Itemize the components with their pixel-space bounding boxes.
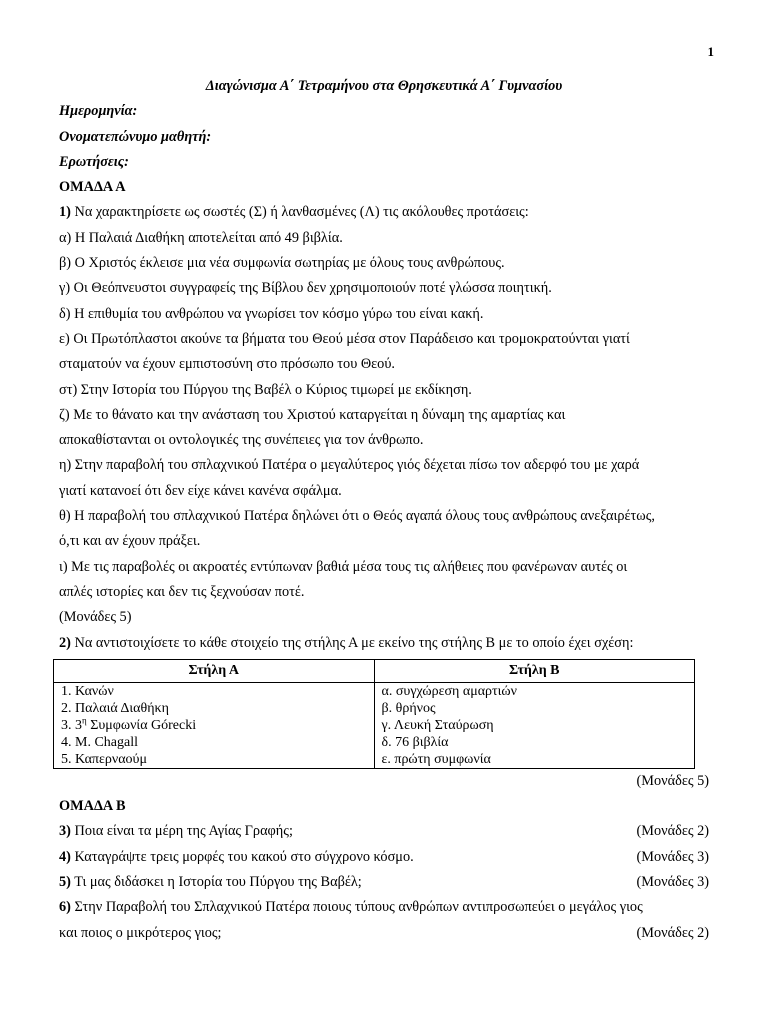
document-body [59, 74, 709, 946]
q1-line: γιατί κατανοεί ότι δεν είχε κάνει κανένα σφάλμα. [59, 482, 342, 499]
q1-line: αποκαθίστανται οι οντολογικές της συνέπειες για τον άνθρωπο. [59, 432, 424, 449]
question-number: 1) [59, 204, 71, 221]
column-a-item: 4. M. Chagall [61, 734, 138, 750]
column-a-item: 5. Καπερναούμ [61, 751, 147, 767]
column-a-item: 2. Παλαιά Διαθήκη [61, 700, 169, 716]
question-number: 5) [59, 874, 71, 891]
q1-line: στ) Στην Ιστορία του Πύργου της Βαβέλ ο Κύριος τιμωρεί με εκδίκηση. [59, 381, 472, 398]
q1-line: ζ) Με το θάνατο και την ανάσταση του Χριστού καταργείται η δύναμη της αμαρτίας και [59, 406, 566, 423]
column-a-item-prefix: 3. 3 [61, 717, 82, 733]
question-points: (Μονάδες 3) [636, 874, 709, 891]
question-text: Στην Παραβολή του Σπλαχνικού Πατέρα ποιους τύπους ανθρώπων αντιπροσωπεύει ο μεγάλος γιος [70, 899, 643, 916]
q1-line: ι) Με τις παραβολές οι ακροατές εντύπωναν βαθιά μέσα τους τις αλήθειες που φανέρωναν αυτές οι [59, 558, 628, 575]
questions-label: Ερωτήσεις: [59, 153, 129, 170]
column-a-item: 1. Κανών [61, 683, 114, 699]
q1-line: απλές ιστορίες και δεν τις ξεχνούσαν ποτέ. [59, 583, 305, 600]
question-number: 6) [59, 899, 71, 916]
question-points: (Μονάδες 2) [636, 823, 709, 840]
question-2-prompt [59, 631, 709, 656]
question-text: Ποια είναι τα μέρη της Αγίας Γραφής; [70, 823, 293, 840]
document-title: Διαγώνισμα Α΄ Τετραμήνου στα Θρησκευτικά Α΄ Γυμνασίου [205, 78, 563, 94]
question-text: Να χαρακτηρίσετε ως σωστές (Σ) ή λανθασμένες (Λ) τις ακόλουθες προτάσεις: [70, 204, 529, 221]
question-text: Να αντιστοιχίσετε το κάθε στοιχείο της στήλης Α με εκείνο της στήλης Β με το οποίο έχει σχέση: [70, 634, 634, 651]
column-b-item: δ. 76 βιβλία [381, 734, 449, 750]
q1-line: α) Η Παλαιά Διαθήκη αποτελείται από 49 βιβλία. [59, 229, 343, 246]
question-number: 4) [59, 848, 71, 865]
question-1-prompt [59, 200, 709, 225]
q1-line: γ) Οι Θεόπνευστοι συγγραφείς της Βίβλου δεν χρησιμοποιούν ποτέ γλώσσα ποιητική. [59, 280, 552, 297]
q1-line: η) Στην παραβολή του σπλαχνικού Πατέρα ο μεγαλύτερος γιός δέχεται πίσω τον αδερφό του με χαρά [59, 457, 640, 474]
group-a-heading: ΟΜΑΔΑ Α [59, 179, 126, 196]
question-text: και ποιος ο μικρότερος γιος; [59, 924, 222, 941]
question-points: (Μονάδες 2) [636, 924, 709, 941]
column-b-item: β. θρήνος [381, 700, 436, 716]
question-text: Καταγράψτε τρεις μορφές του κακού στο σύγχρονο κόσμο. [70, 848, 414, 865]
column-b-cell [374, 682, 695, 768]
date-label: Ημερομηνία: [59, 103, 138, 120]
page-number: 1 [707, 44, 714, 59]
q1-line: ε) Οι Πρωτόπλαστοι ακούνε τα βήματα του Θεού μέσα στον Παράδεισο και τρομοκρατούνται γιατί [59, 330, 630, 347]
column-a-cell [54, 682, 375, 768]
superscript: η [82, 715, 87, 726]
q1-line: σταματούν να έχουν εμπιστοσύνη στο πρόσωπο του Θεού. [59, 356, 395, 373]
q1-line: δ) Η επιθυμία του ανθρώπου να γνωρίσει τον κόσμο γύρω του είναι κακή. [59, 305, 484, 322]
q1-points: (Μονάδες 5) [59, 609, 132, 626]
q2-points: (Μονάδες 5) [636, 772, 709, 789]
column-a-item [61, 717, 367, 734]
question-points: (Μονάδες 3) [636, 848, 709, 865]
question-number: 3) [59, 823, 71, 840]
student-name-label: Ονοματεπώνυμο μαθητή: [59, 128, 212, 145]
column-b-item: ε. πρώτη συμφωνία [381, 751, 491, 767]
column-a-item-rest: Συμφωνία Górecki [86, 717, 197, 733]
question-4 [59, 845, 709, 870]
group-b-heading: ΟΜΑΔΑ Β [59, 798, 126, 815]
question-3 [59, 819, 709, 844]
matching-table [53, 659, 695, 769]
column-a-header: Στήλη Α [54, 659, 375, 682]
question-6 [59, 895, 709, 920]
question-6-continued [59, 921, 709, 946]
question-text: Τι μας διδάσκει η Ιστορία του Πύργου της Βαβέλ; [70, 874, 362, 891]
question-number: 2) [59, 634, 71, 651]
question-5 [59, 870, 709, 895]
column-b-item: α. συγχώρεση αμαρτιών [381, 683, 517, 699]
q1-line: θ) Η παραβολή του σπλαχνικού Πατέρα δηλώνει ότι ο Θεός αγαπά όλους τους ανθρώπους ανεξαιρέτως, [59, 508, 655, 525]
column-b-header: Στήλη Β [374, 659, 695, 682]
column-b-item: γ. Λευκή Σταύρωση [381, 717, 494, 733]
q1-line: β) Ο Χριστός έκλεισε μια νέα συμφωνία σωτηρίας με όλους τους ανθρώπους. [59, 255, 505, 272]
q1-line: ό,τι και αν έχουν πράξει. [59, 533, 201, 550]
